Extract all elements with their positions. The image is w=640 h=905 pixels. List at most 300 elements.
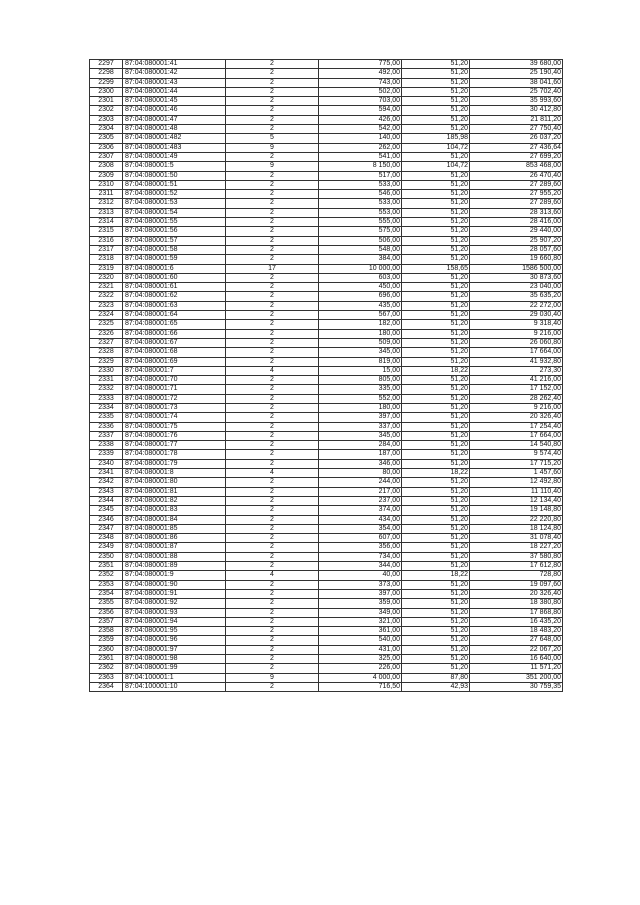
category-cell: 2	[226, 589, 319, 598]
row-number-cell: 2299	[90, 78, 123, 87]
area-cell: 431,00	[319, 645, 402, 654]
table-row	[90, 376, 563, 385]
rate-cell: 51,20	[402, 106, 470, 115]
table-row	[90, 227, 563, 236]
category-cell: 2	[226, 180, 319, 189]
rate-cell: 51,20	[402, 69, 470, 78]
total-cell: 27 289,60	[470, 180, 563, 189]
total-cell: 22 067,20	[470, 645, 563, 654]
cadastral-number-cell: 87:04:080001:57	[123, 236, 226, 245]
area-cell: 80,00	[319, 469, 402, 478]
rate-cell: 51,20	[402, 320, 470, 329]
rate-cell: 51,20	[402, 636, 470, 645]
area-cell: 384,00	[319, 255, 402, 264]
category-cell: 4	[226, 571, 319, 580]
rate-cell: 51,20	[402, 255, 470, 264]
table-row	[90, 245, 563, 254]
table-row	[90, 478, 563, 487]
category-cell: 2	[226, 655, 319, 664]
total-cell: 17 152,00	[470, 385, 563, 394]
rate-cell: 51,20	[402, 394, 470, 403]
category-cell: 2	[226, 273, 319, 282]
total-cell: 14 540,80	[470, 441, 563, 450]
category-cell: 2	[226, 394, 319, 403]
rate-cell: 51,20	[402, 376, 470, 385]
row-number-cell: 2353	[90, 580, 123, 589]
category-cell: 2	[226, 543, 319, 552]
category-cell: 2	[226, 496, 319, 505]
rate-cell: 51,20	[402, 645, 470, 654]
rate-cell: 51,20	[402, 125, 470, 134]
rate-cell: 51,20	[402, 171, 470, 180]
table-row	[90, 134, 563, 143]
rate-cell: 51,20	[402, 431, 470, 440]
table-row	[90, 627, 563, 636]
rate-cell: 51,20	[402, 385, 470, 394]
total-cell: 18 483,20	[470, 627, 563, 636]
cadastral-number-cell: 87:04:080001:90	[123, 580, 226, 589]
total-cell: 41 932,80	[470, 357, 563, 366]
rate-cell: 104,72	[402, 143, 470, 152]
cadastral-number-cell: 87:04:080001:73	[123, 403, 226, 412]
total-cell: 30 873,60	[470, 273, 563, 282]
rate-cell: 51,20	[402, 245, 470, 254]
area-cell: 187,00	[319, 450, 402, 459]
cadastral-number-cell: 87:04:080001:8	[123, 469, 226, 478]
rate-cell: 51,20	[402, 562, 470, 571]
rate-cell: 51,20	[402, 403, 470, 412]
category-cell: 2	[226, 459, 319, 468]
table-row	[90, 152, 563, 161]
area-cell: 15,00	[319, 366, 402, 375]
area-cell: 361,00	[319, 627, 402, 636]
rate-cell: 18,22	[402, 469, 470, 478]
row-number-cell: 2318	[90, 255, 123, 264]
area-cell: 542,00	[319, 125, 402, 134]
total-cell: 28 416,00	[470, 218, 563, 227]
row-number-cell: 2312	[90, 199, 123, 208]
total-cell: 35 635,20	[470, 292, 563, 301]
cadastral-number-cell: 87:04:080001:99	[123, 664, 226, 673]
total-cell: 21 811,20	[470, 115, 563, 124]
row-number-cell: 2305	[90, 134, 123, 143]
area-cell: 567,00	[319, 311, 402, 320]
table-row	[90, 190, 563, 199]
cadastral-number-cell: 87:04:080001:87	[123, 543, 226, 552]
total-cell: 728,80	[470, 571, 563, 580]
cadastral-number-cell: 87:04:080001:68	[123, 348, 226, 357]
cadastral-number-cell: 87:04:080001:93	[123, 608, 226, 617]
area-cell: 607,00	[319, 534, 402, 543]
row-number-cell: 2350	[90, 552, 123, 561]
rate-cell: 51,20	[402, 338, 470, 347]
table-row	[90, 515, 563, 524]
row-number-cell: 2319	[90, 264, 123, 273]
row-number-cell: 2306	[90, 143, 123, 152]
cadastral-number-cell: 87:04:080001:72	[123, 394, 226, 403]
total-cell: 17 664,00	[470, 348, 563, 357]
category-cell: 2	[226, 617, 319, 626]
total-cell: 28 262,40	[470, 394, 563, 403]
rate-cell: 51,20	[402, 87, 470, 96]
rate-cell: 51,20	[402, 552, 470, 561]
cadastral-number-cell: 87:04:080001:482	[123, 134, 226, 143]
area-cell: 349,00	[319, 608, 402, 617]
table-row	[90, 292, 563, 301]
category-cell: 2	[226, 106, 319, 115]
total-cell: 26 037,20	[470, 134, 563, 143]
category-cell: 2	[226, 487, 319, 496]
rate-cell: 51,20	[402, 413, 470, 422]
category-cell: 2	[226, 627, 319, 636]
table-row	[90, 78, 563, 87]
table-row	[90, 422, 563, 431]
table-row	[90, 599, 563, 608]
row-number-cell: 2323	[90, 301, 123, 310]
area-cell: 262,00	[319, 143, 402, 152]
cadastral-number-cell: 87:04:080001:61	[123, 283, 226, 292]
cadastral-number-cell: 87:04:080001:65	[123, 320, 226, 329]
table-row	[90, 682, 563, 691]
rate-cell: 51,20	[402, 273, 470, 282]
area-cell: 40,00	[319, 571, 402, 580]
total-cell: 9 318,40	[470, 320, 563, 329]
category-cell: 2	[226, 218, 319, 227]
total-cell: 27 750,40	[470, 125, 563, 134]
area-cell: 4 000,00	[319, 673, 402, 682]
category-cell: 2	[226, 478, 319, 487]
data-table	[89, 59, 563, 692]
area-cell: 716,50	[319, 682, 402, 691]
row-number-cell: 2340	[90, 459, 123, 468]
row-number-cell: 2335	[90, 413, 123, 422]
table-row	[90, 115, 563, 124]
row-number-cell: 2298	[90, 69, 123, 78]
total-cell: 19 660,80	[470, 255, 563, 264]
rate-cell: 18,22	[402, 366, 470, 375]
area-cell: 805,00	[319, 376, 402, 385]
area-cell: 603,00	[319, 273, 402, 282]
cadastral-number-cell: 87:04:080001:483	[123, 143, 226, 152]
cadastral-number-cell: 87:04:080001:63	[123, 301, 226, 310]
cadastral-number-cell: 87:04:080001:58	[123, 245, 226, 254]
rate-cell: 51,20	[402, 78, 470, 87]
area-cell: 502,00	[319, 87, 402, 96]
row-number-cell: 2309	[90, 171, 123, 180]
table-row	[90, 199, 563, 208]
category-cell: 2	[226, 441, 319, 450]
total-cell: 19 097,60	[470, 580, 563, 589]
row-number-cell: 2351	[90, 562, 123, 571]
cadastral-number-cell: 87:04:080001:7	[123, 366, 226, 375]
cadastral-number-cell: 87:04:100001:1	[123, 673, 226, 682]
area-cell: 354,00	[319, 524, 402, 533]
total-cell: 17 254,40	[470, 422, 563, 431]
row-number-cell: 2327	[90, 338, 123, 347]
total-cell: 11 110,40	[470, 487, 563, 496]
area-cell: 237,00	[319, 496, 402, 505]
cadastral-number-cell: 87:04:080001:48	[123, 125, 226, 134]
row-number-cell: 2330	[90, 366, 123, 375]
category-cell: 2	[226, 524, 319, 533]
area-cell: 426,00	[319, 115, 402, 124]
area-cell: 575,00	[319, 227, 402, 236]
cadastral-number-cell: 87:04:080001:95	[123, 627, 226, 636]
area-cell: 140,00	[319, 134, 402, 143]
cadastral-number-cell: 87:04:080001:77	[123, 441, 226, 450]
area-cell: 217,00	[319, 487, 402, 496]
category-cell: 2	[226, 552, 319, 561]
category-cell: 9	[226, 673, 319, 682]
row-number-cell: 2360	[90, 645, 123, 654]
rate-cell: 51,20	[402, 608, 470, 617]
total-cell: 9 216,00	[470, 329, 563, 338]
area-cell: 345,00	[319, 348, 402, 357]
rate-cell: 51,20	[402, 199, 470, 208]
table-row	[90, 218, 563, 227]
total-cell: 41 216,00	[470, 376, 563, 385]
rate-cell: 51,20	[402, 236, 470, 245]
cadastral-number-cell: 87:04:080001:96	[123, 636, 226, 645]
rate-cell: 185,98	[402, 134, 470, 143]
category-cell: 2	[226, 357, 319, 366]
rate-cell: 51,20	[402, 311, 470, 320]
category-cell: 2	[226, 320, 319, 329]
cadastral-number-cell: 87:04:080001:80	[123, 478, 226, 487]
area-cell: 517,00	[319, 171, 402, 180]
category-cell: 2	[226, 78, 319, 87]
rate-cell: 51,20	[402, 152, 470, 161]
table-row	[90, 636, 563, 645]
row-number-cell: 2315	[90, 227, 123, 236]
cadastral-number-cell: 87:04:080001:84	[123, 515, 226, 524]
area-cell: 180,00	[319, 329, 402, 338]
rate-cell: 51,20	[402, 283, 470, 292]
row-number-cell: 2354	[90, 589, 123, 598]
area-cell: 397,00	[319, 589, 402, 598]
cadastral-number-cell: 87:04:080001:69	[123, 357, 226, 366]
table-row	[90, 645, 563, 654]
row-number-cell: 2313	[90, 208, 123, 217]
category-cell: 2	[226, 422, 319, 431]
table-row	[90, 524, 563, 533]
row-number-cell: 2302	[90, 106, 123, 115]
total-cell: 38 041,60	[470, 78, 563, 87]
category-cell: 2	[226, 292, 319, 301]
total-cell: 18 380,80	[470, 599, 563, 608]
row-number-cell: 2303	[90, 115, 123, 124]
row-number-cell: 2301	[90, 97, 123, 106]
rate-cell: 104,72	[402, 162, 470, 171]
table-row	[90, 450, 563, 459]
total-cell: 18 124,80	[470, 524, 563, 533]
category-cell: 2	[226, 413, 319, 422]
rate-cell: 51,20	[402, 496, 470, 505]
cadastral-number-cell: 87:04:080001:89	[123, 562, 226, 571]
area-cell: 553,00	[319, 208, 402, 217]
total-cell: 31 078,40	[470, 534, 563, 543]
rate-cell: 51,20	[402, 218, 470, 227]
row-number-cell: 2316	[90, 236, 123, 245]
cadastral-number-cell: 87:04:080001:45	[123, 97, 226, 106]
cadastral-number-cell: 87:04:080001:66	[123, 329, 226, 338]
area-cell: 337,00	[319, 422, 402, 431]
area-cell: 284,00	[319, 441, 402, 450]
category-cell: 2	[226, 245, 319, 254]
cadastral-number-cell: 87:04:080001:42	[123, 69, 226, 78]
table-row	[90, 673, 563, 682]
total-cell: 26 470,40	[470, 171, 563, 180]
cadastral-number-cell: 87:04:080001:55	[123, 218, 226, 227]
total-cell: 1 457,60	[470, 469, 563, 478]
area-cell: 594,00	[319, 106, 402, 115]
table-row	[90, 273, 563, 282]
category-cell: 9	[226, 162, 319, 171]
cadastral-number-cell: 87:04:080001:94	[123, 617, 226, 626]
area-cell: 325,00	[319, 655, 402, 664]
category-cell: 2	[226, 506, 319, 515]
area-cell: 344,00	[319, 562, 402, 571]
total-cell: 16 435,20	[470, 617, 563, 626]
category-cell: 2	[226, 199, 319, 208]
cadastral-number-cell: 87:04:080001:83	[123, 506, 226, 515]
rate-cell: 51,20	[402, 543, 470, 552]
cadastral-number-cell: 87:04:100001:10	[123, 682, 226, 691]
table-row	[90, 534, 563, 543]
cadastral-number-cell: 87:04:080001:88	[123, 552, 226, 561]
table-row	[90, 562, 563, 571]
row-number-cell: 2339	[90, 450, 123, 459]
category-cell: 2	[226, 664, 319, 673]
area-cell: 397,00	[319, 413, 402, 422]
row-number-cell: 2324	[90, 311, 123, 320]
row-number-cell: 2320	[90, 273, 123, 282]
rate-cell: 51,20	[402, 478, 470, 487]
area-cell: 321,00	[319, 617, 402, 626]
table-row	[90, 264, 563, 273]
area-cell: 10 000,00	[319, 264, 402, 273]
cadastral-number-cell: 87:04:080001:54	[123, 208, 226, 217]
row-number-cell: 2347	[90, 524, 123, 533]
row-number-cell: 2362	[90, 664, 123, 673]
row-number-cell: 2326	[90, 329, 123, 338]
table-row	[90, 301, 563, 310]
row-number-cell: 2307	[90, 152, 123, 161]
row-number-cell: 2321	[90, 283, 123, 292]
rate-cell: 87,80	[402, 673, 470, 682]
cadastral-number-cell: 87:04:080001:49	[123, 152, 226, 161]
row-number-cell: 2356	[90, 608, 123, 617]
area-cell: 541,00	[319, 152, 402, 161]
category-cell: 2	[226, 115, 319, 124]
cadastral-number-cell: 87:04:080001:6	[123, 264, 226, 273]
total-cell: 22 220,80	[470, 515, 563, 524]
total-cell: 19 148,80	[470, 506, 563, 515]
table-row	[90, 431, 563, 440]
cadastral-number-cell: 87:04:080001:74	[123, 413, 226, 422]
rate-cell: 51,20	[402, 655, 470, 664]
area-cell: 180,00	[319, 403, 402, 412]
table-row	[90, 106, 563, 115]
total-cell: 20 326,40	[470, 413, 563, 422]
rate-cell: 51,20	[402, 292, 470, 301]
cadastral-number-cell: 87:04:080001:85	[123, 524, 226, 533]
rate-cell: 51,20	[402, 506, 470, 515]
row-number-cell: 2300	[90, 87, 123, 96]
table-row	[90, 366, 563, 375]
table-body	[90, 60, 563, 692]
row-number-cell: 2342	[90, 478, 123, 487]
total-cell: 39 680,00	[470, 60, 563, 69]
area-cell: 492,00	[319, 69, 402, 78]
category-cell: 2	[226, 562, 319, 571]
cadastral-number-cell: 87:04:080001:98	[123, 655, 226, 664]
row-number-cell: 2329	[90, 357, 123, 366]
total-cell: 30 412,80	[470, 106, 563, 115]
area-cell: 703,00	[319, 97, 402, 106]
category-cell: 2	[226, 171, 319, 180]
table-row	[90, 413, 563, 422]
row-number-cell: 2297	[90, 60, 123, 69]
row-number-cell: 2304	[90, 125, 123, 134]
cadastral-number-cell: 87:04:080001:71	[123, 385, 226, 394]
rate-cell: 51,20	[402, 301, 470, 310]
cadastral-number-cell: 87:04:080001:47	[123, 115, 226, 124]
rate-cell: 51,20	[402, 441, 470, 450]
category-cell: 2	[226, 450, 319, 459]
area-cell: 450,00	[319, 283, 402, 292]
area-cell: 359,00	[319, 599, 402, 608]
row-number-cell: 2344	[90, 496, 123, 505]
area-cell: 743,00	[319, 78, 402, 87]
table-row	[90, 320, 563, 329]
category-cell: 2	[226, 329, 319, 338]
rate-cell: 51,20	[402, 115, 470, 124]
category-cell: 2	[226, 338, 319, 347]
total-cell: 26 060,80	[470, 338, 563, 347]
rate-cell: 51,20	[402, 180, 470, 189]
category-cell: 2	[226, 608, 319, 617]
table-row	[90, 311, 563, 320]
category-cell: 2	[226, 236, 319, 245]
row-number-cell: 2341	[90, 469, 123, 478]
cadastral-number-cell: 87:04:080001:41	[123, 60, 226, 69]
table-row	[90, 348, 563, 357]
table-row	[90, 552, 563, 561]
category-cell: 2	[226, 190, 319, 199]
cadastral-number-cell: 87:04:080001:56	[123, 227, 226, 236]
cadastral-number-cell: 87:04:080001:59	[123, 255, 226, 264]
category-cell: 2	[226, 255, 319, 264]
total-cell: 273,30	[470, 366, 563, 375]
row-number-cell: 2361	[90, 655, 123, 664]
rate-cell: 51,20	[402, 664, 470, 673]
area-cell: 226,00	[319, 664, 402, 673]
total-cell: 20 326,40	[470, 589, 563, 598]
area-cell: 509,00	[319, 338, 402, 347]
cadastral-number-cell: 87:04:080001:70	[123, 376, 226, 385]
category-cell: 4	[226, 366, 319, 375]
category-cell: 2	[226, 60, 319, 69]
area-cell: 555,00	[319, 218, 402, 227]
table-row	[90, 543, 563, 552]
total-cell: 27 648,00	[470, 636, 563, 645]
cadastral-number-cell: 87:04:080001:91	[123, 589, 226, 598]
category-cell: 2	[226, 534, 319, 543]
rate-cell: 51,20	[402, 208, 470, 217]
row-number-cell: 2343	[90, 487, 123, 496]
total-cell: 29 030,40	[470, 311, 563, 320]
